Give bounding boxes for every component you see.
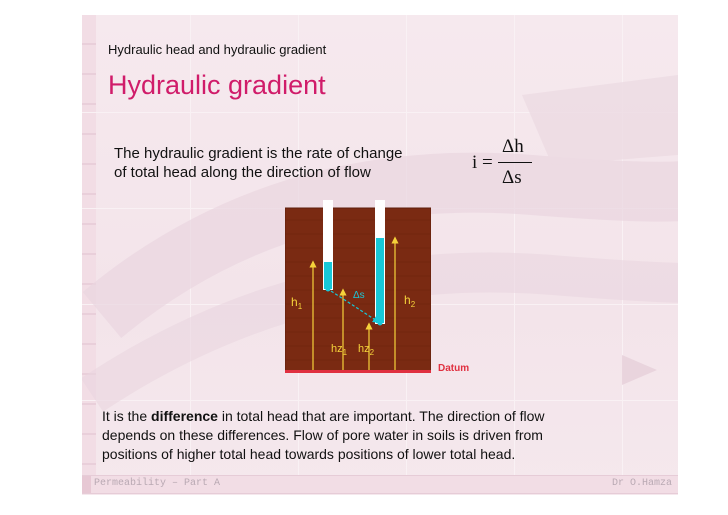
tip-point-1 [326,287,331,292]
delta-s-label: Δs [353,290,365,301]
footer-author-label: Dr O.Hamza [611,478,672,489]
definition-line-2: of total head along the direction of flow [114,164,371,181]
datum-label: Datum [438,363,470,374]
datum-line [285,370,431,373]
formula-fraction-bar [498,162,532,163]
footer-marker [82,476,91,493]
hz1-label: $hz_1$ [331,343,348,357]
explanation-text [102,407,612,464]
explanation-rest: in total head that are important. The direction of flow [217,408,545,424]
definition-line-1: The hydraulic gradient is the rate of change [114,145,403,162]
h1-label: $h_1$ [291,295,303,311]
formula-numerator: Δh [502,136,524,157]
explanation-prefix: It is the [102,408,152,424]
definition-text [114,144,464,182]
explanation-line-3: positions of higher total head towards positions of lower total head. [102,446,516,462]
water-column-2 [376,238,384,323]
footer-course-label: Permeability – Part A [94,478,221,489]
tip-point-2 [378,321,383,326]
explanation-line-2: depends on these differences. Flow of pore water in soils is driven from [102,427,543,443]
gradient-formula [470,136,540,192]
hz2-label: $hz_2$ [358,343,375,357]
water-column-1 [324,262,332,289]
piezometer-diagram [285,200,431,376]
formula-denominator: Δs [502,167,522,188]
explanation-line-1 [102,407,612,426]
slide-subtitle: Hydraulic head and hydraulic gradient [108,42,327,57]
slide-title: Hydraulic gradient [108,70,326,100]
explanation-emphasis: difference [151,408,218,424]
h2-label: $h_2$ [404,293,416,309]
formula-lhs: i = [472,152,493,173]
